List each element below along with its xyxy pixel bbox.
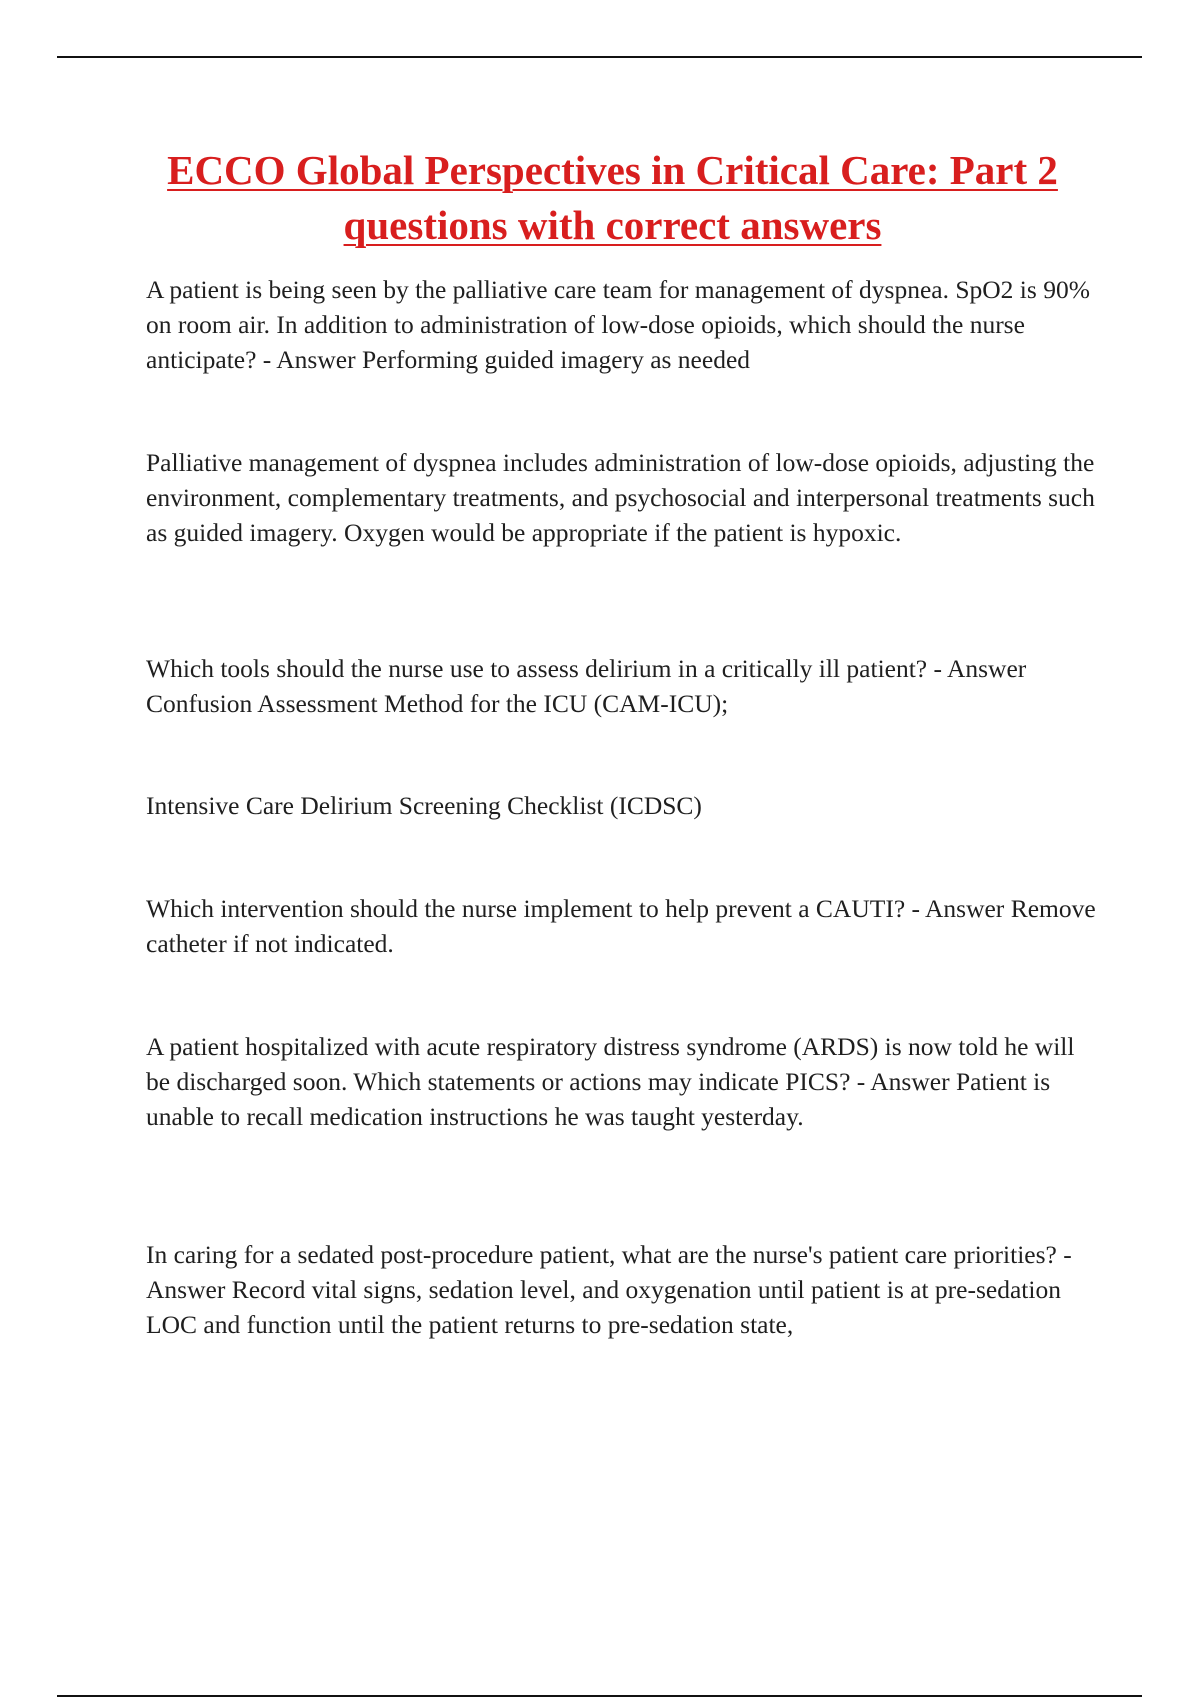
qa-item-5 (146, 1237, 1096, 1342)
answer-label: Answer (946, 654, 1027, 683)
qa-item-4 (146, 1029, 1096, 1134)
answer-text: Patient is unable to recall medication instructions he was taught yesterday. (146, 1067, 1051, 1131)
answer-label: Answer (146, 1275, 226, 1304)
question-text: A patient is being seen by the palliative care team for management of dyspnea. SpO2 is 90% on room air. In addition to administration of low-dose opioids, which should the nurse anticipate? - (146, 275, 1090, 374)
explanation-paragraph-2 (146, 788, 1096, 823)
qa-item-2 (146, 651, 1096, 721)
document-title: ECCO Global Perspectives in Critical Care: Part 2 questions with correct answers (167, 147, 1058, 248)
answer-text: Confusion Assessment Method for the ICU (CAM-ICU); (146, 689, 729, 718)
explanation-text: Palliative management of dyspnea includes administration of low-dose opioids, adjusting the environment, complementary treatments, and psychosocial and interpersonal treatments such as guided imagery. Oxygen would be appropriate if the patient is hypoxic. (146, 448, 1095, 547)
question-text: Which intervention should the nurse implement to help prevent a CAUTI? - (146, 894, 921, 923)
question-text: In caring for a sedated post-procedure patient, what are the nurse's patient care priorities? - (146, 1240, 1072, 1269)
explanation-text: Intensive Care Delirium Screening Checklist (ICDSC) (146, 791, 702, 820)
answer-label: Answer (870, 1067, 950, 1096)
answer-label: Answer (924, 894, 1005, 923)
answer-label: Answer (276, 345, 356, 374)
answer-text: Record vital signs, sedation level, and oxygenation until patient is at pre-sedation LOC and function until the patient returns to pre-sedation state, (146, 1275, 1061, 1339)
header-rule (57, 56, 1142, 58)
explanation-paragraph-1 (146, 445, 1096, 550)
qa-item-3 (146, 891, 1096, 961)
footer-rule (57, 1695, 1142, 1697)
question-text: A patient hospitalized with acute respiratory distress syndrome (ARDS) is now told he will be discharged soon. Which statements or actions may indicate PICS? - (146, 1032, 1075, 1096)
answer-text: Remove catheter if not indicated. (146, 894, 1096, 958)
question-text: Which tools should the nurse use to assess delirium in a critically ill patient? - (146, 654, 942, 683)
qa-item-1 (146, 272, 1096, 377)
answer-text: Performing guided imagery as needed (361, 345, 751, 374)
